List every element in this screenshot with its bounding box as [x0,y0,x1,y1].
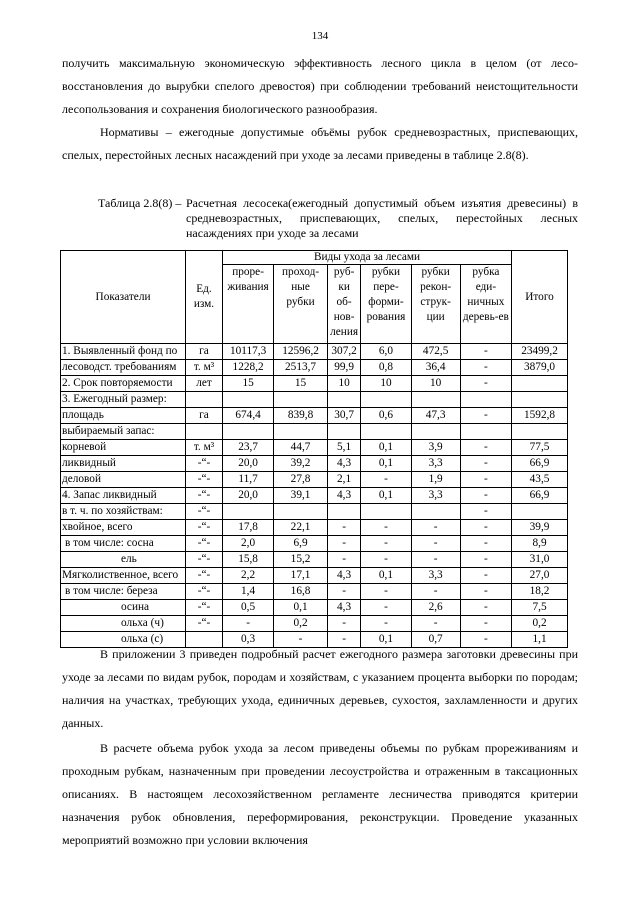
row-value: 0,8 [361,360,411,376]
row-value: 0,7 [411,632,460,648]
row-value: 39,1 [274,488,328,504]
row-label: 1. Выявленный фонд по [61,344,186,360]
row-value: - [361,616,411,632]
row-value: - [361,600,411,616]
row-value: 47,3 [411,408,460,424]
row-value: 27,8 [274,472,328,488]
row-value: 11,7 [222,472,273,488]
row-label: выбираемый запас: [61,424,186,440]
row-value: 0,1 [361,632,411,648]
row-total: 8,9 [512,536,568,552]
row-value [327,504,360,520]
row-label: хвойное, всего [61,520,186,536]
row-total: 27,0 [512,568,568,584]
row-unit: -“- [186,584,223,600]
row-unit: -“- [186,456,223,472]
row-value [460,424,511,440]
row-label: ольха (с) [61,632,186,648]
row-label: площадь [61,408,186,424]
row-value: 10 [327,376,360,392]
subheader-reconstruction-cuttings: рубки рекон-струк-ции [411,265,460,344]
row-value: 0,6 [361,408,411,424]
row-value: - [460,504,511,520]
row-value: - [327,584,360,600]
row-value: 17,8 [222,520,273,536]
row-value [274,392,328,408]
table-caption-label: Таблица 2.8(8) – [98,196,182,210]
row-value: - [411,616,460,632]
row-value: 15 [222,376,273,392]
header-care-types: Виды ухода за лесами [222,251,511,265]
row-value [327,392,360,408]
row-value: 3,3 [411,456,460,472]
row-total: 77,5 [512,440,568,456]
row-value: 30,7 [327,408,360,424]
row-value: 3,9 [411,440,460,456]
row-label: ольха (ч) [61,616,186,632]
table-row [61,616,568,632]
table-row [61,488,568,504]
row-value [361,504,411,520]
row-value: - [460,408,511,424]
header-unit: Ед. изм. [186,251,223,344]
row-value: 4,3 [327,488,360,504]
row-value: 674,4 [222,408,273,424]
row-total: 31,0 [512,552,568,568]
row-value: - [460,344,511,360]
row-value [222,424,273,440]
row-value: 1,4 [222,584,273,600]
row-label: осина [61,600,186,616]
row-value [361,392,411,408]
row-label: 4. Запас ликвидный [61,488,186,504]
table-row [61,344,568,360]
row-value: 4,3 [327,456,360,472]
header-indicators: Показатели [61,251,186,344]
row-unit: т. м³ [186,440,223,456]
row-value [274,504,328,520]
row-value: - [327,536,360,552]
table-row [61,408,568,424]
row-value: 10 [361,376,411,392]
allowable-cut-table [60,250,568,648]
row-value: - [361,584,411,600]
row-total [512,376,568,392]
row-value: - [460,456,511,472]
row-value: - [327,616,360,632]
row-value: 23,7 [222,440,273,456]
row-value: 22,1 [274,520,328,536]
row-value: - [460,584,511,600]
row-value: - [460,552,511,568]
row-value: - [361,520,411,536]
row-value: 99,9 [327,360,360,376]
header-total: Итого [512,251,568,344]
row-label: в т. ч. по хозяйствам: [61,504,186,520]
row-value: - [411,520,460,536]
row-total: 66,9 [512,456,568,472]
row-total: 7,5 [512,600,568,616]
table-row [61,456,568,472]
row-value: 16,8 [274,584,328,600]
table-row [61,600,568,616]
table-row [61,568,568,584]
row-value [327,424,360,440]
subheader-reformation-cuttings: рубки пере-форми-рования [361,265,411,344]
row-unit: га [186,408,223,424]
row-value: - [460,440,511,456]
row-value: 3,3 [411,488,460,504]
row-value: 2,0 [222,536,273,552]
row-total: 23499,2 [512,344,568,360]
row-total: 66,9 [512,488,568,504]
row-value: 3,3 [411,568,460,584]
table-row [61,392,568,408]
row-total: 39,9 [512,520,568,536]
paragraph-4: В расчете объема рубок ухода за лесом приведены объемы по рубкам прореживаниям и проходным рубкам, назначенным при проведении лесоустройства и отраженным в таксационных описаниях. В настоящем лесохозяйственном регламенте лесничества приводятся критерии назначения рубок обновления, переформирования, реконструкции. Проведение указанных мероприятий возможно при условии включения [62,741,578,847]
row-value: 12596,2 [274,344,328,360]
table-row [61,584,568,600]
row-unit: -“- [186,488,223,504]
row-value [222,392,273,408]
table-row [61,440,568,456]
row-value: 1228,2 [222,360,273,376]
row-value: 2513,7 [274,360,328,376]
row-value: 472,5 [411,344,460,360]
row-value: 44,7 [274,440,328,456]
row-value: 10 [411,376,460,392]
table-row [61,520,568,536]
row-unit: -“- [186,504,223,520]
subheader-renewal-cuttings: руб-ки об-нов-ления [327,265,360,344]
row-value: - [460,616,511,632]
row-total [512,504,568,520]
row-value: 0,1 [361,488,411,504]
row-unit: -“- [186,600,223,616]
row-value: 15,8 [222,552,273,568]
row-value: - [411,536,460,552]
row-value [361,424,411,440]
table-row [61,424,568,440]
row-value: 307,2 [327,344,360,360]
row-value: - [361,472,411,488]
row-unit: т. м³ [186,360,223,376]
row-unit: -“- [186,552,223,568]
row-total: 1592,8 [512,408,568,424]
row-value: 2,2 [222,568,273,584]
row-value: 6,9 [274,536,328,552]
row-value: - [460,520,511,536]
row-total: 3879,0 [512,360,568,376]
row-value [222,504,273,520]
row-value: - [460,600,511,616]
row-value: 4,3 [327,600,360,616]
row-value: 0,2 [274,616,328,632]
row-value [411,504,460,520]
row-value: 2,6 [411,600,460,616]
row-label: в том числе: сосна [61,536,186,552]
row-unit: га [186,344,223,360]
row-value: 20,0 [222,456,273,472]
table-row [61,376,568,392]
row-value: 15 [274,376,328,392]
subheader-passage-cuttings: проход-ные рубки [274,265,328,344]
row-value: 0,5 [222,600,273,616]
row-value: 0,1 [361,568,411,584]
row-value: - [460,488,511,504]
page-number: 134 [311,30,329,42]
subheader-thinning: проре-живания [222,265,273,344]
row-value [460,392,511,408]
row-value: 0,1 [361,456,411,472]
table-row [61,360,568,376]
row-value: 20,0 [222,488,273,504]
row-value: - [327,632,360,648]
row-total: 43,5 [512,472,568,488]
row-value: 0,3 [222,632,273,648]
row-unit: -“- [186,536,223,552]
table-row [61,472,568,488]
row-value: - [460,472,511,488]
paragraph-1: получить максимальную экономическую эффективность лесного цикла в целом (от лесо-восстановления до вырубки спелого древостоя) при соблюдении требований неистощительности лесопользования и сохранения биологического разнообразия. [62,56,578,116]
row-value: 6,0 [361,344,411,360]
row-value: - [361,536,411,552]
row-value [274,424,328,440]
row-label: 2. Срок повторяемости [61,376,186,392]
row-value: 2,1 [327,472,360,488]
row-label: 3. Ежегодный размер: [61,392,186,408]
row-unit: лет [186,376,223,392]
row-value: 15,2 [274,552,328,568]
paragraph-3: В приложении 3 приведен подробный расчет ежегодного размера заготовки древесины при уходе за лесами по видам рубок, породам и хозяйствам, с указанием процента выборки по породам; наличия на участках, требующих ухода, единичных деревьев, сухостоя, захламленности и других данных. [62,647,578,730]
subheader-single-tree-cutting: рубка еди-ничных деревь-ев [460,265,511,344]
row-unit: -“- [186,568,223,584]
row-total [512,424,568,440]
row-unit: -“- [186,472,223,488]
row-total: 0,2 [512,616,568,632]
row-value: 4,3 [327,568,360,584]
row-value: - [460,568,511,584]
row-value: - [222,616,273,632]
paragraph-2: Нормативы – ежегодные допустимые объёмы рубок средневозрастных, приспевающих, спелых, перестойных лесных насаждений при уходе за лесами приведены в таблице 2.8(8). [62,125,578,162]
row-value: 1,9 [411,472,460,488]
row-label: корневой [61,440,186,456]
row-value: - [460,360,511,376]
row-value: 839,8 [274,408,328,424]
row-value: - [411,552,460,568]
row-unit [186,424,223,440]
row-label: в том числе: береза [61,584,186,600]
row-value: - [327,520,360,536]
row-value: - [460,632,511,648]
row-unit [186,392,223,408]
row-value: 17,1 [274,568,328,584]
row-total: 1,1 [512,632,568,648]
row-label: деловой [61,472,186,488]
row-value [411,392,460,408]
table-body [61,344,568,648]
table-row [61,552,568,568]
table-caption-text: Расчетная лесосека(ежегодный допустимый объем изъятия древесины) в средневозрастных, приспевающих, спелых, перестойных лесных насаждениях при уходе за лесами [186,196,578,240]
row-unit: -“- [186,520,223,536]
row-value: 0,1 [361,440,411,456]
row-total: 18,2 [512,584,568,600]
row-value: - [460,536,511,552]
row-total [512,392,568,408]
table-row [61,536,568,552]
row-label: лесоводст. требованиям [61,360,186,376]
row-value: 5,1 [327,440,360,456]
row-label: ликвидный [61,456,186,472]
row-value: - [327,552,360,568]
row-label: ель [61,552,186,568]
row-value: - [274,632,328,648]
row-label: Мягколиственное, всего [61,568,186,584]
row-unit: -“- [186,616,223,632]
row-value: 10117,3 [222,344,273,360]
row-value: - [411,584,460,600]
row-value: 39,2 [274,456,328,472]
row-value: 0,1 [274,600,328,616]
row-value: - [460,376,511,392]
row-value: - [361,552,411,568]
table-row [61,504,568,520]
row-value [411,424,460,440]
row-value: 36,4 [411,360,460,376]
